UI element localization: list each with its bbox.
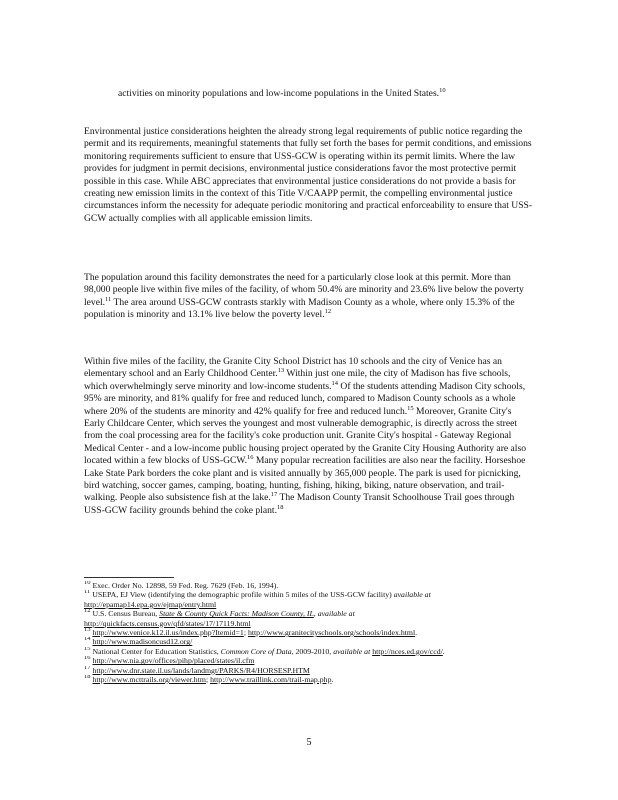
footnote-link[interactable]: http://www.nia.gov/offices/pihp/placed/states/il.cfm — [92, 656, 255, 666]
footnote-link[interactable]: http://www.mcttrails.org/viewer.htm — [92, 675, 206, 685]
footnote-link[interactable]: http://www.madisoncusd12.org/ — [92, 637, 193, 647]
footnote-number: 15 — [84, 646, 91, 652]
quotation-text: activities on minority populations and low-income populations in the United States. — [118, 88, 440, 99]
paragraph-text: Many popular recreation facilities are also near the facility. Horseshoe Lake State Park borders the coke plant and is visited annually by 365,000 people. The park is used for picnicking, bird watching, soccer games, camping, boating, hunting, fishing, hiking, biking, nature observation, and trail-walking. People also subsistence fish at the lake. — [84, 455, 526, 504]
footnote-number: 18 — [84, 675, 91, 681]
paragraph-text: The area around USS-GCW contrasts starkly with Madison County as a whole, where only 15.3% of the population is minority and 13.1% live below the poverty level. — [84, 296, 515, 321]
paragraph-text: Moreover, Granite City's Early Childcare Center, which serves the youngest and most vulnerable demographic, is directly across the street from the coal processing area for the facility's coke production unit. Granite City's hospital - Gateway Regional Medical Center - and a low-income public housing project operated by the Granite City Housing Authority are also located within a few blocks of USS-GCW. — [84, 405, 526, 467]
footnote-ref-10[interactable]: 10 — [439, 87, 446, 94]
footnote-13 — [84, 628, 544, 637]
footnote-12-url-line — [84, 619, 544, 628]
footnote-number: 12 — [84, 609, 91, 615]
footnote-link[interactable]: http://www.granitecityschools.org/schools/index.html — [247, 628, 416, 638]
paragraph-environmental-justice — [84, 126, 534, 225]
footnote-number: 17 — [84, 665, 91, 671]
paragraph-text: Within just one mile, the city of Madison has five schools, which overwhelmingly serve minority and low-income students. — [84, 368, 511, 392]
footnote-source-title: Common Core of Data — [220, 646, 292, 656]
footnote-10 — [84, 581, 544, 590]
footnote-link[interactable]: http://www.venice.k12.il.us/index.php?Itemid=1 — [92, 628, 244, 638]
footnote-number: 16 — [84, 656, 91, 662]
footnote-16 — [84, 656, 544, 665]
footnotes-list — [84, 581, 544, 684]
footnote-ref-17[interactable]: 17 — [270, 491, 278, 499]
footnote-text: . — [442, 646, 445, 656]
footnote-separator — [84, 577, 174, 578]
footnote-18 — [84, 675, 544, 684]
footnote-number: 13 — [84, 628, 91, 634]
footnote-link[interactable]: http://epamap14.epa.gov/ejmap/entry.html — [84, 599, 217, 609]
footnote-11 — [84, 590, 544, 599]
paragraph-text: The population around this facility demonstrates the need for a particularly close look at this permit. More than 98,000 people live within five miles of the facility, of whom 50.4% are minority and 23.6% live below the poverty level. — [84, 272, 524, 308]
footnote-available-at: available at — [393, 590, 431, 600]
footnote-ref-11[interactable]: 11 — [105, 295, 112, 303]
footnote-link[interactable]: http://www.dnr.state.il.us/lands/landmgt/PARKS/R4/HORSESP.HTM — [92, 665, 310, 675]
footnote-link[interactable]: http://quickfacts.census.gov/qfd/states/17/17119.html — [84, 618, 251, 628]
footnote-available-at: available at — [333, 646, 371, 656]
footnote-text: , 2009-2010, — [291, 646, 334, 656]
footnote-ref-15[interactable]: 15 — [407, 404, 414, 412]
footnote-text: , — [313, 609, 318, 619]
paragraph-population — [84, 272, 534, 322]
paragraph-schools-recreation — [84, 356, 534, 517]
continued-quotation — [118, 88, 498, 100]
footnote-11-url-line — [84, 600, 544, 609]
footnote-source-title: State & County Quick Facts: Madison County, IL — [159, 609, 314, 619]
paragraph-text: Environmental justice considerations heighten the already strong legal requirements of public notice regarding the permit and its requirements, meaningful statements that fully set forth the bases for permit conditions, and emissions monitoring requirements sufficient to ensure that USS-GCW is operating within its permit limits. Where the law provides for judgment in permit decisions, environmental justice considerations favor the most protective permit possible in this case. While ABC appreciates that environmental justice considerations do not provide a basis for creating new emission limits in the context of this Title V/CAAPP permit, the compelling environmental justice circumstances inform the necessity for adequate periodic monitoring and practical enforceability to ensure that USS-GCW actually complies with all applicable emission limits. — [84, 126, 533, 224]
footnote-ref-16[interactable]: 16 — [246, 454, 254, 462]
footnote-text: . — [331, 675, 334, 685]
footnote-ref-18[interactable]: 18 — [277, 503, 284, 511]
footnote-separator-text: ; — [243, 628, 248, 638]
footnote-available-at: available at — [317, 609, 355, 619]
footnote-number: 11 — [84, 590, 91, 596]
footnote-link[interactable]: http://www.traillink.com/trail-map.php — [210, 675, 332, 685]
footnote-17 — [84, 666, 544, 675]
footnote-14 — [84, 637, 544, 646]
footnote-15 — [84, 647, 544, 656]
footnote-text: USEPA, EJ View (identifying the demographic profile within 5 miles of the USS-GCW facility) — [92, 590, 392, 600]
paragraph-text: Of the students attending Madison City schools, 95% are minority, and 81% qualify for free and reduced lunch, compared to Madison County schools as a whole where 20% of the students are minority and 42% qualify for free and reduced lunch. — [84, 380, 526, 417]
footnote-link[interactable]: http://nces.ed.gov/ccd/ — [372, 646, 443, 656]
footnote-number: 10 — [84, 581, 91, 586]
footnote-text: U.S. Census Bureau, — [92, 609, 160, 619]
paragraph-text: The Madison County Transit Schoolhouse Trail goes through USS-GCW facility grounds behind the coke plant. — [84, 492, 515, 516]
footnote-number: 14 — [84, 637, 91, 643]
page-number: 5 — [306, 737, 312, 748]
footnote-ref-14[interactable]: 14 — [331, 379, 339, 387]
footnote-separator-text: ; — [205, 675, 211, 685]
footnote-text: Exec. Order No. 12898, 59 Fed. Reg. 7629 (Feb. 16, 1994). — [92, 581, 279, 590]
paragraph-text: Within five miles of the facility, the Granite City School District has 10 schools and the city of Venice has an elementary school and an Early Childhood Center. — [84, 356, 502, 380]
footnote-text: National Center for Education Statistics, — [92, 646, 221, 656]
footnote-12 — [84, 609, 544, 618]
footnote-ref-12[interactable]: 12 — [324, 308, 332, 316]
footnote-ref-13[interactable]: 13 — [277, 367, 285, 375]
footnote-text: . — [415, 628, 418, 638]
